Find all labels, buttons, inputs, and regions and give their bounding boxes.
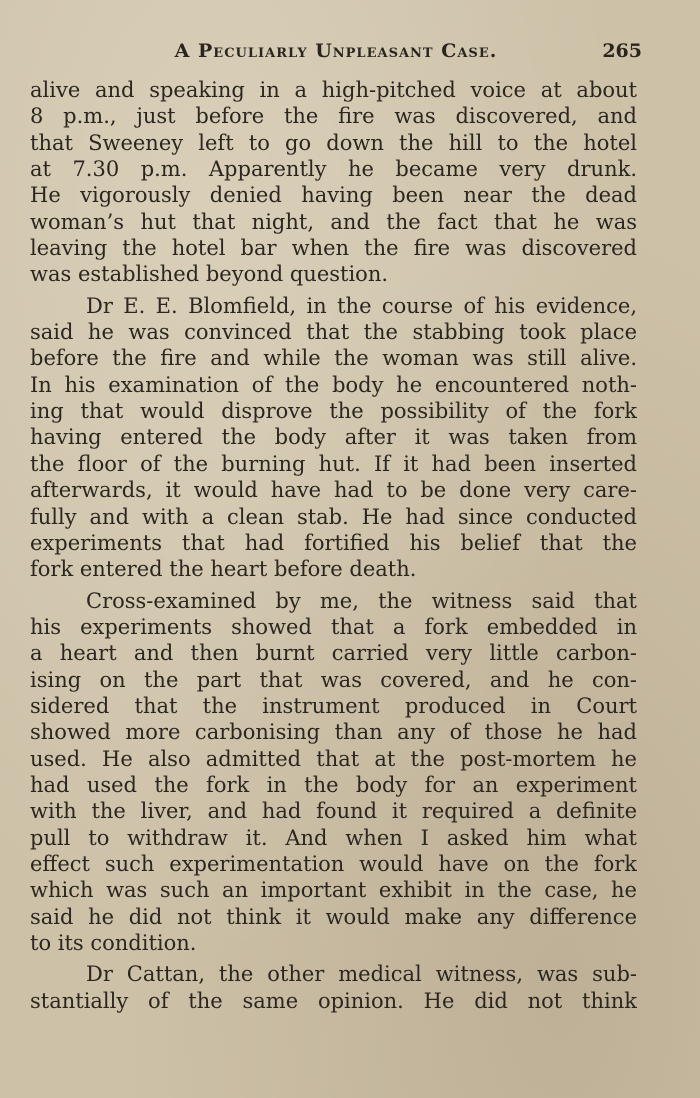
text-line: which was such an important exhibit in the case, he xyxy=(30,878,637,903)
text-line: with the liver, and had found it required a definite xyxy=(30,799,637,824)
text-line: ising on the part that was covered, and he con- xyxy=(30,667,637,692)
text-line: leaving the hotel bar when the fire was discovered xyxy=(30,236,637,261)
paragraph xyxy=(30,293,637,583)
text-line: experiments that had fortified his belief that the xyxy=(30,530,637,555)
text-line: a heart and then burnt carried very little carbon- xyxy=(30,641,637,666)
text-line: his experiments showed that a fork embedded in xyxy=(30,614,637,639)
text-line: alive and speaking in a high-pitched voice at about xyxy=(30,78,637,102)
text-line: ing that would disprove the possibility of the fork xyxy=(30,399,637,424)
text-line: stantially of the same opinion. He did not think xyxy=(30,988,637,1013)
text-line: having entered the body after it was taken from xyxy=(30,425,637,450)
text-line: Dr E. E. Blomfield, in the course of his evidence, xyxy=(86,293,637,318)
running-head xyxy=(30,40,642,66)
running-title: A Peculiarly Unpleasant Case. xyxy=(174,40,498,62)
body-text xyxy=(30,77,637,1014)
text-line: In his examination of the body he encountered noth- xyxy=(30,372,637,397)
text-line: fully and with a clean stab. He had since conducted xyxy=(30,504,637,529)
paragraph xyxy=(30,588,637,957)
text-line: had used the fork in the body for an experiment xyxy=(30,772,637,797)
text-line: sidered that the instrument produced in Court xyxy=(30,693,637,718)
text-line: the floor of the burning hut. If it had been inserted xyxy=(30,451,637,476)
paragraph xyxy=(30,77,637,288)
text-line: said he was convinced that the stabbing took place xyxy=(30,320,637,345)
paragraph xyxy=(30,961,637,1014)
text-line: woman’s hut that night, and the fact that he was xyxy=(30,209,637,234)
text-line: afterwards, it would have had to be done very care- xyxy=(30,478,637,503)
text-line: before the fire and while the woman was still alive. xyxy=(30,346,637,371)
text-line: at 7.30 p.m. Apparently he became very drunk. xyxy=(30,157,637,182)
text-line: was established beyond question. xyxy=(30,262,389,287)
text-line: that Sweeney left to go down the hill to the hotel xyxy=(30,130,637,155)
text-line: Cross-examined by me, the witness said that xyxy=(86,588,637,613)
text-line: pull to withdraw it. And when I asked him what xyxy=(30,825,637,850)
text-line: 8 p.m., just before the fire was discovered, and xyxy=(30,104,637,129)
text-line: He vigorously denied having been near the dead xyxy=(30,183,637,208)
text-line: used. He also admitted that at the post-mortem he xyxy=(30,746,637,771)
text-line: Dr Cattan, the other medical witness, was sub- xyxy=(86,962,637,987)
text-line: said he did not think it would make any difference xyxy=(30,904,637,929)
page-number: 265 xyxy=(602,40,642,62)
text-line: effect such experimentation would have on the fork xyxy=(30,851,637,876)
text-line: to its condition. xyxy=(30,931,197,955)
text-line: fork entered the heart before death. xyxy=(30,557,417,582)
text-line: showed more carbonising than any of those he had xyxy=(30,720,637,745)
